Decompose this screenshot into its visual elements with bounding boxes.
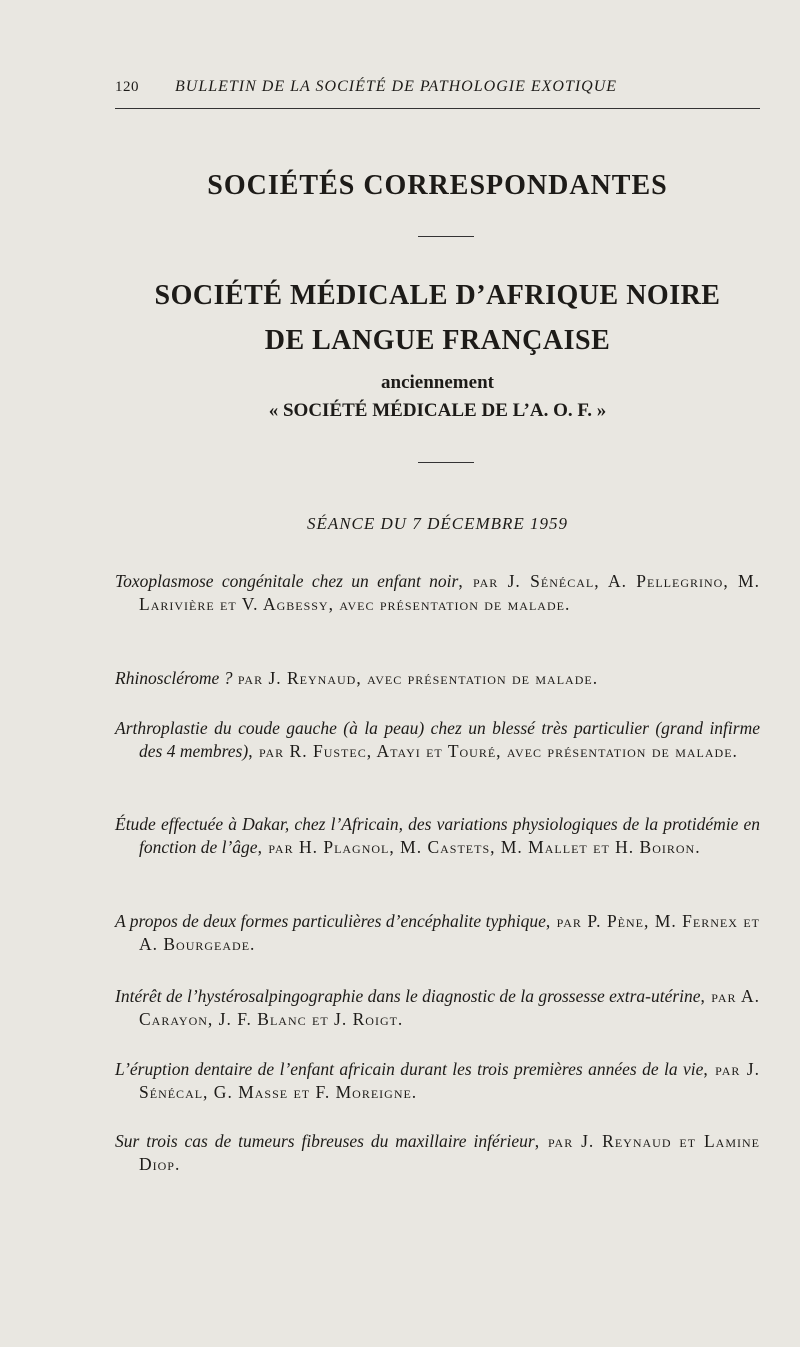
- entry-authors: par J. Reynaud, avec présentation de malade.: [232, 668, 599, 688]
- society-divider: [418, 462, 474, 463]
- society-name-line1: SOCIÉTÉ MÉDICALE D’AFRIQUE NOIRE: [154, 280, 721, 311]
- list-item: [115, 717, 760, 763]
- journal-title: BULLETIN DE LA SOCIÉTÉ DE PATHOLOGIE EXOTIQUE: [175, 78, 618, 95]
- entry-authors: , par J. Reynaud et Lamine Diop.: [139, 1131, 760, 1174]
- former-society-name: « SOCIÉTÉ MÉDICALE DE L’A. O. F. »: [268, 400, 607, 421]
- list-item: [115, 1130, 760, 1176]
- list-item: [115, 667, 760, 690]
- entry-title: Rhinosclérome ?: [115, 668, 233, 688]
- running-header: [115, 78, 760, 96]
- entry-authors: , par P. Pène, M. Fernex et A. Bourgeade.: [139, 911, 761, 954]
- society-name-line2: DE LANGUE FRANÇAISE: [264, 325, 611, 356]
- entry-title: Étude effectuée à Dakar, chez l’Africain, des variations physiologiques de la protidémie en fonction de l’âge: [115, 814, 760, 857]
- list-item: [115, 910, 760, 956]
- entry-title: Intérêt de l’hystérosalpingographie dans le diagnostic de la grossesse extra-utérine: [115, 986, 701, 1006]
- entry-title: Toxoplasmose congénitale chez un enfant noir: [115, 571, 459, 591]
- entry-authors: , par J. Sénécal, A. Pellegrino, M. Larivière et V. Agbessy, avec présentation de malade.: [139, 571, 760, 614]
- entry-title: A propos de deux formes particulières d’encéphalite typhique: [115, 911, 546, 931]
- entry-authors: , par A. Carayon, J. F. Blanc et J. Roigt.: [139, 986, 760, 1029]
- formerly-label: anciennement: [381, 372, 494, 393]
- session-title: SÉANCE DU 7 DÉCEMBRE 1959: [306, 514, 569, 533]
- entry-title: L’éruption dentaire de l’enfant africain durant les trois premières années de la vie: [115, 1059, 704, 1079]
- header-rule: [115, 108, 760, 109]
- entry-title: Sur trois cas de tumeurs fibreuses du maxillaire inférieur: [115, 1131, 535, 1151]
- entry-authors: , par H. Plagnol, M. Castets, M. Mallet et H. Boiron.: [257, 837, 701, 857]
- section-divider: [418, 236, 474, 237]
- section-title: SOCIÉTÉS CORRESPONDANTES: [207, 170, 668, 201]
- list-item: [115, 985, 760, 1031]
- list-item: [115, 570, 760, 616]
- page-number: 120: [115, 79, 139, 95]
- entry-authors: , par R. Fustec, Atayi et Touré, avec présentation de malade.: [248, 741, 738, 761]
- entry-authors: , par J. Sénécal, G. Masse et F. Moreigne.: [139, 1059, 760, 1102]
- entry-title: Arthroplastie du coude gauche (à la peau) chez un blessé très particulier (grand infirme des 4 membres): [115, 718, 760, 761]
- list-item: [115, 1058, 760, 1104]
- list-item: [115, 813, 760, 859]
